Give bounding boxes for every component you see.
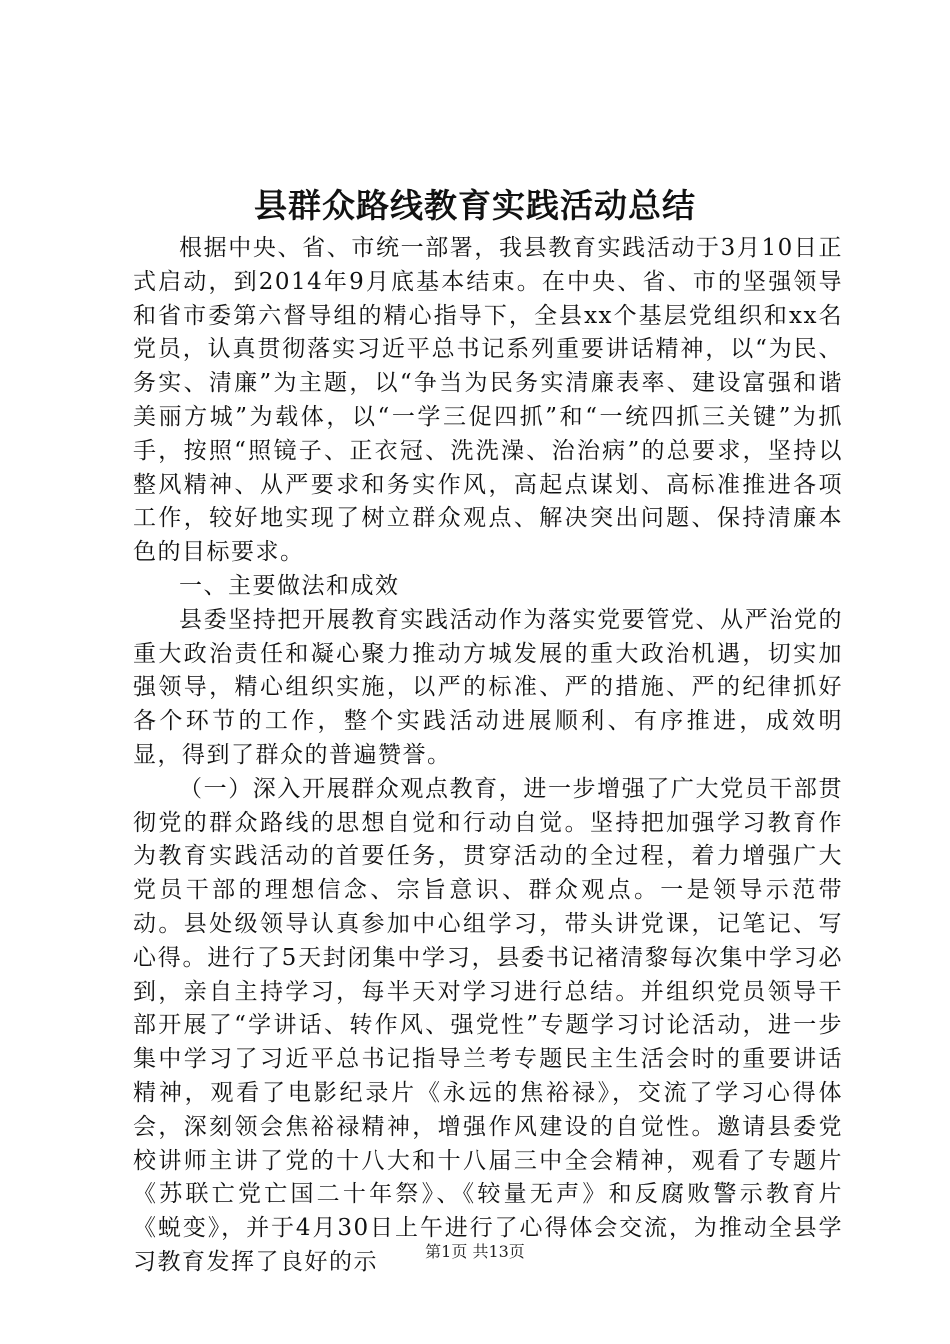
document-body	[133, 232, 843, 1280]
paragraph-intro: 根据中央、省、市统一部署，我县教育实践活动于3月10日正式启动，到2014年9月底基本结束。在中央、省、市的坚强领导和省市委第六督导组的精心指导下，全县xx个基层党组织和xx名党员，认真贯彻落实习近平总书记系列重要讲话精神，以“为民、务实、清廉”为主题，以“争当为民务实清廉表率、建设富强和谐美丽方城”为载体，以“一学三促四抓”和“一统四抓三关键”为抓手，按照“照镜子、正衣冠、洗洗澡、治治病”的总要求，坚持以整风精神、从严要求和务实作风，高起点谋划、高标准推进各项工作，较好地实现了树立群众观点、解决突出问题、保持清廉本色的目标要求。	[133, 235, 843, 566]
paragraph-overview: 县委坚持把开展教育实践活动作为落实党要管党、从严治党的重大政治责任和凝心聚力推动方城发展的重大政治机遇，切实加强领导，精心组织实施，以严的标准、严的措施、严的纪律抓好各个环节的工作，整个实践活动进展顺利、有序推进，成效明显，得到了群众的普遍赞誉。	[133, 606, 843, 768]
page-number-footer: 第1页 共13页	[425, 1242, 525, 1261]
document-title: 县群众路线教育实践活动总结	[254, 186, 696, 225]
section-heading: 一、主要做法和成效	[179, 572, 400, 599]
paragraph-education: （一）深入开展群众观点教育，进一步增强了广大党员干部贯彻党的群众路线的思想自觉和行动自觉。坚持把加强学习教育作为教育实践活动的首要任务，贯穿活动的全过程，着力增强广大党员干部的理想信念、宗旨意识、群众观点。一是领导示范带动。县处级领导认真参加中心组学习，带头讲党课，记笔记、写心得。进行了5天封闭集中学习，县委书记褚清黎每次集中学习必到，亲自主持学习，每半天对学习进行总结。并组织党员领导干部开展了“学讲话、转作风、强党性”专题学习讨论活动，进一步集中学习了习近平总书记指导兰考专题民主生活会时的重要讲话精神，观看了电影纪录片《永远的焦裕禄》，交流了学习心得体会，深刻领会焦裕禄精神，增强作风建设的自觉性。邀请县委党校讲师主讲了党的十八大和十八届三中全会精神，观看了专题片《苏联亡党亡国二十年祭》、《较量无声》和反腐败警示教育片《蜕变》，并于4月30日上午进行了心得体会交流，为推动全县学习教育发挥了良好的示	[133, 775, 843, 1275]
